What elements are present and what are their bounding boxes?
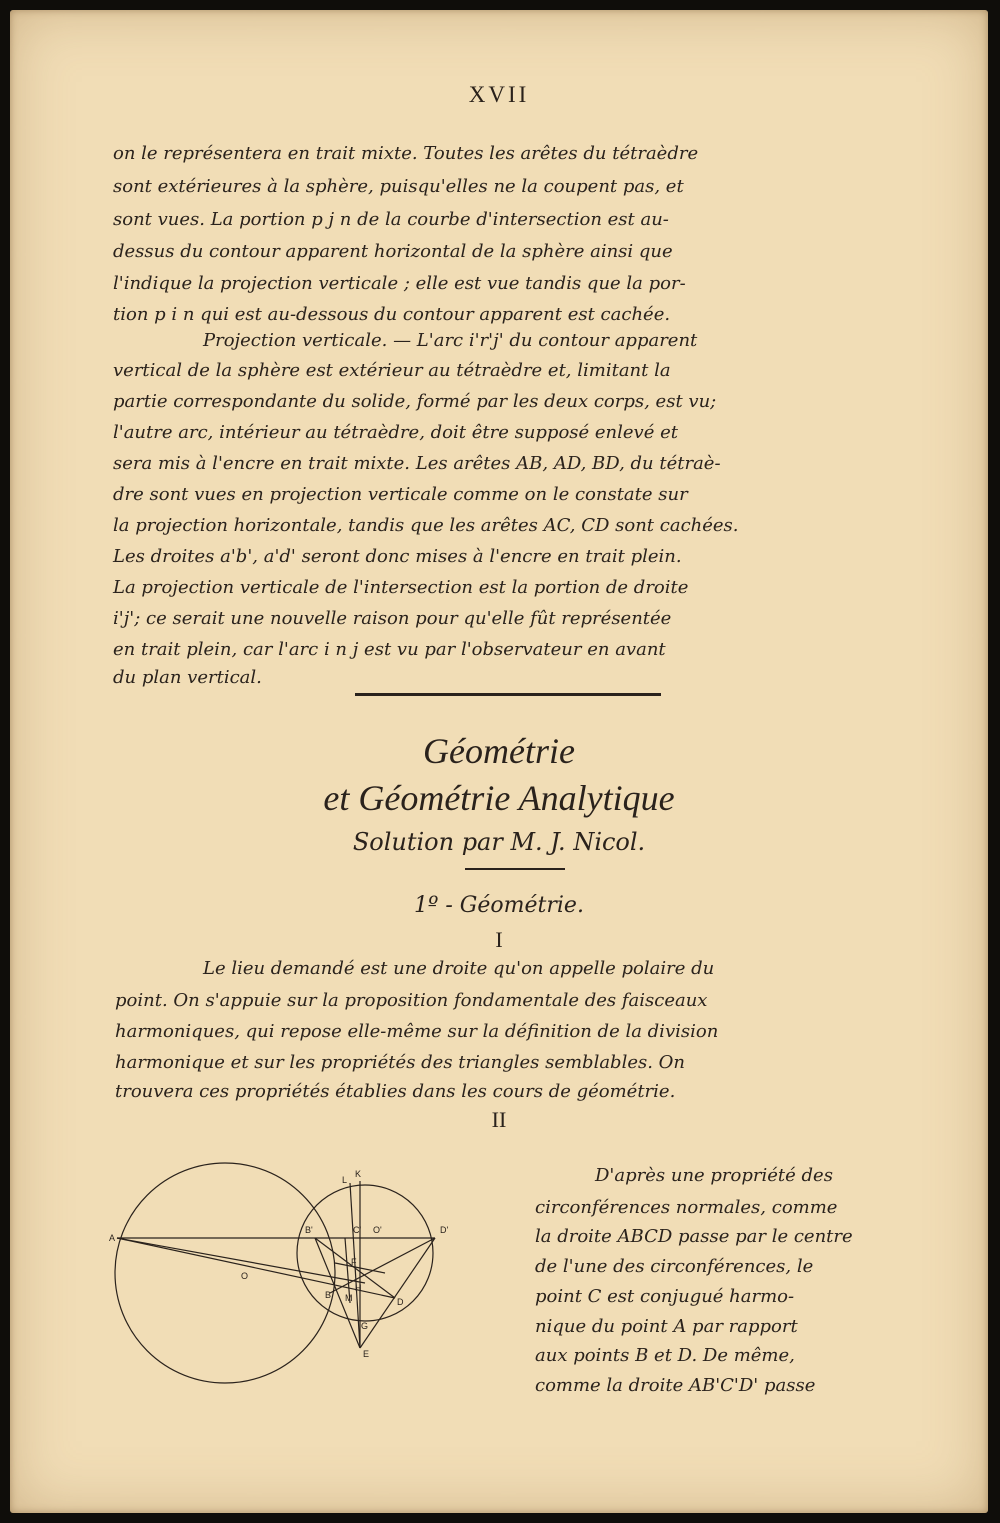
title-line-1: Géométrie <box>423 731 575 771</box>
text-line: en trait plein, car l'arc i n j est vu par l'observateur en avant <box>113 639 666 660</box>
text-line: sont extérieures à la sphère, puisqu'elles ne la coupent pas, et <box>113 176 684 197</box>
svg-text:K: K <box>355 1169 362 1179</box>
section-heading: 1º - Géométrie. <box>414 893 584 918</box>
svg-text:D': D' <box>440 1225 449 1235</box>
text-line: nique du point A par rapport <box>535 1316 798 1337</box>
geometry-figure-two-circles-icon <box>105 1143 465 1403</box>
text-line: harmoniques, qui repose elle-même sur la définition de la division <box>115 1021 719 1042</box>
text-line: sont vues. La portion p j n de la courbe d'intersection est au- <box>113 209 669 230</box>
text-line: l'indique la projection verticale ; elle est vue tandis que la por- <box>113 273 686 294</box>
small-circle <box>297 1185 433 1321</box>
text-line: circonférences normales, comme <box>535 1197 838 1218</box>
svg-text:O: O <box>241 1271 249 1281</box>
text-line: aux points B et D. De même, <box>535 1345 795 1366</box>
page-number: XVII <box>468 82 530 107</box>
text-line: tion p i n qui est au-dessous du contour apparent est cachée. <box>113 304 671 325</box>
text-line: la projection horizontale, tandis que les arêtes AC, CD sont cachées. <box>113 515 739 536</box>
part-one-numeral: I <box>495 927 503 952</box>
svg-text:B: B <box>325 1290 332 1300</box>
text-line: l'autre arc, intérieur au tétraèdre, doit être supposé enlevé et <box>113 422 678 443</box>
text-line: D'après une propriété des <box>595 1165 833 1186</box>
part-two-numeral: II <box>491 1107 507 1132</box>
title-line-2: et Géométrie Analytique <box>323 778 675 818</box>
svg-text:A: A <box>109 1233 116 1243</box>
text-line: trouvera ces propriétés établies dans les cours de géométrie. <box>115 1081 676 1102</box>
text-line: dre sont vues en projection verticale comme on le constate sur <box>113 484 688 505</box>
text-line: comme la droite AB'C'D' passe <box>535 1375 816 1396</box>
text-line: partie correspondante du solide, formé par les deux corps, est vu; <box>113 391 717 412</box>
text-line: dessus du contour apparent horizontal de la sphère ainsi que <box>113 241 673 262</box>
text-line: Projection verticale. — L'arc i'r'j' du contour apparent <box>203 330 698 351</box>
text-line: Le lieu demandé est une droite qu'on appelle polaire du <box>203 958 715 979</box>
text-line: vertical de la sphère est extérieur au tétraèdre et, limitant la <box>113 360 671 381</box>
text-line: de l'une des circonférences, le <box>535 1256 814 1277</box>
svg-text:F: F <box>351 1257 357 1267</box>
large-circle <box>115 1163 335 1383</box>
text-line: La projection verticale de l'intersection est la portion de droite <box>113 577 689 598</box>
text-line: Les droites a'b', a'd' seront donc mises à l'encre en trait plein. <box>113 546 682 567</box>
text-line: la droite ABCD passe par le centre <box>535 1226 853 1247</box>
svg-text:L: L <box>342 1175 348 1185</box>
text-line: du plan vertical. <box>113 667 262 688</box>
text-line: harmonique et sur les propriétés des triangles semblables. On <box>115 1052 686 1073</box>
section-divider <box>355 693 661 696</box>
svg-text:E: E <box>363 1349 370 1359</box>
document-page <box>10 10 988 1513</box>
author-line: Solution par M. J. Nicol. <box>352 828 646 856</box>
svg-text:O': O' <box>373 1225 382 1235</box>
svg-text:H: H <box>355 1283 362 1293</box>
text-line: sera mis à l'encre en trait mixte. Les arêtes AB, AD, BD, du tétraè- <box>113 453 721 474</box>
author-underline <box>465 868 565 870</box>
svg-text:D: D <box>397 1297 404 1307</box>
svg-text:B': B' <box>305 1225 313 1235</box>
svg-text:C': C' <box>353 1225 362 1235</box>
text-line: i'j'; ce serait une nouvelle raison pour qu'elle fût représentée <box>113 608 672 629</box>
geometry-figure <box>105 1143 465 1403</box>
svg-text:M: M <box>345 1293 353 1303</box>
text-line: point. On s'appuie sur la proposition fondamentale des faisceaux <box>115 990 708 1011</box>
svg-text:G: G <box>361 1321 369 1331</box>
text-line: on le représentera en trait mixte. Toutes les arêtes du tétraèdre <box>113 143 699 164</box>
text-line: point C est conjugué harmo- <box>535 1286 795 1307</box>
